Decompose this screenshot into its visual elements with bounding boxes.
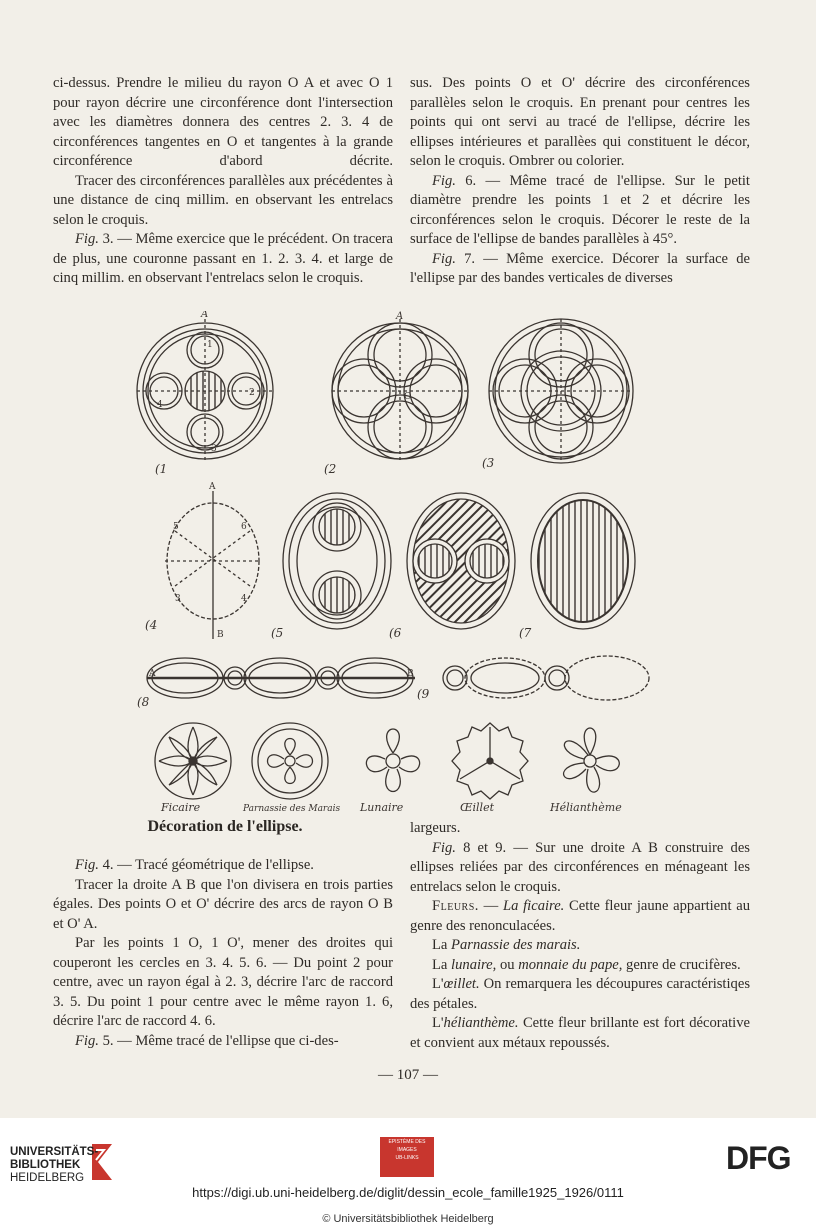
paragraph: ci-dessus. Prendre le milieu du rayon O A et avec O 1 pour rayon décrire une circonférence dont l'intersection avec les diamètres donnera des centres 2. 3. 4 de circonférences tangentes en O et tangentes à la grande circonférence d'abord décrite.: [53, 75, 393, 169]
library-name-line: UNIVERSITÄTS-: [10, 1146, 99, 1158]
dash: —: [478, 898, 503, 914]
flower-name: monnaie du pape,: [518, 956, 623, 973]
library-name-line: BIBLIOTHEK: [10, 1159, 81, 1171]
fig-number-label: (1: [155, 462, 168, 476]
paragraph-text: — Sur une droite A B construire des ellipses reliées par des circonférences en ménageant les entrelacs selon le croquis.: [410, 839, 750, 895]
dfg-logo: DFG: [726, 1140, 791, 1176]
fig-number-label: (5: [271, 626, 284, 640]
figure-8-9: [137, 656, 649, 709]
paragraph: Tracer des circonférences parallèles aux précédentes à une distance de cinq millim. en observant les entrelacs selon le croquis.: [53, 172, 393, 228]
figure-4: [145, 482, 261, 640]
paragraph: [410, 1014, 750, 1053]
fig-label: A: [201, 311, 209, 320]
flower-oeillet: [452, 723, 528, 799]
project-logo: [380, 1137, 434, 1177]
fig-label: 4: [157, 400, 163, 410]
logo-text: EPISTÈME DES: [388, 1139, 426, 1145]
flower-parnassie: [252, 723, 328, 799]
flower-lunaire: [366, 729, 419, 792]
paragraph: [410, 956, 750, 976]
flower-name: œillet.: [443, 976, 480, 992]
figure-6: [389, 493, 515, 640]
flower-label: Lunaire: [360, 801, 404, 811]
fig-label: 1: [207, 340, 213, 350]
flower-name: La ficaire.: [502, 898, 565, 914]
paragraph: [410, 839, 750, 898]
flower-label: Hélianthème: [550, 801, 622, 811]
article: L': [432, 976, 444, 992]
flower-ficaire: [155, 723, 231, 799]
fig-label: A: [396, 311, 404, 322]
fig-number: 4.: [102, 857, 114, 873]
paragraph-text: genre de crucifères.: [622, 956, 741, 973]
fig-number: 5.: [102, 1032, 114, 1049]
logo-text: IMAGES: [397, 1147, 417, 1153]
page-number: — 107 —: [378, 1067, 438, 1083]
fig-label: 3: [175, 594, 181, 604]
fig-label: O: [404, 392, 412, 402]
fig-number: 7.: [464, 250, 476, 267]
library-name: [10, 1146, 98, 1185]
flower-label: Œillet: [460, 801, 494, 811]
paragraph: largeurs.: [410, 820, 461, 836]
paragraph: [410, 936, 750, 956]
paragraph-text: — Même exercice. Décorer la surface de l'ellipse par des bandes verticales de diverses: [410, 250, 750, 286]
paragraph: [410, 250, 750, 289]
paragraph: sus. Des points O et O' décrire des circonférences parallèles selon le croquis. En prenant pour centres les points qui ont servi au tracé de l'ellipse, décrire les ellipses intérieures et parallèes qui constituent le décor, selon le croquis. Ombrer ou colorier.: [410, 75, 750, 169]
text-column-right-top: [410, 74, 750, 289]
library-name-line: HEIDELBERG: [10, 1172, 85, 1184]
text-column-right-bottom: [410, 819, 750, 1053]
fig-number-label: (4: [145, 618, 158, 632]
text-column-left-bottom: [53, 856, 393, 1051]
flower-label: Parnassie des Marais: [243, 804, 341, 811]
fig-ref: Fig.: [432, 172, 456, 189]
fig-ref: Fig.: [75, 1032, 99, 1049]
paragraph-text: — Tracé géométrique de l'ellipse.: [113, 857, 314, 873]
fig-number: 6.: [465, 172, 477, 189]
paragraph-text: Cette fleur jaune appartient au genre des renonculacées.: [410, 898, 751, 934]
flower-name: Parnassie des marais.: [451, 937, 581, 953]
flower-name: lunaire,: [451, 956, 497, 973]
fig-label: B: [407, 669, 414, 679]
text-column-left-top: [53, 74, 393, 289]
paragraph: [410, 172, 750, 250]
fig-ref: Fig.: [432, 250, 456, 267]
fig-number: 8 et 9.: [463, 839, 507, 856]
fig-ref: Fig.: [75, 231, 99, 247]
fig-number-label: (3: [482, 456, 495, 470]
figure-5: [271, 493, 391, 640]
article: La: [432, 937, 452, 953]
fig-label: 3: [211, 444, 217, 454]
section-heading: Fleurs.: [432, 898, 479, 914]
paragraph-text: — Même exercice que le précédent. On tracera de plus, une couronne passant en 1. 2. 3. 4. et large de cinq millim. en observant l'entrelacs selon le croquis.: [53, 231, 393, 286]
fig-ref: Fig.: [75, 857, 99, 873]
paragraph-text: — Même tracé de l'ellipse que ci-des-: [113, 1032, 339, 1049]
figure-1: [137, 311, 273, 476]
figure-2: [324, 311, 468, 476]
fig-label: 6: [241, 522, 247, 532]
flower-row: [155, 723, 622, 811]
paragraph: [53, 1032, 393, 1052]
ellipse-decoration-plate: [135, 311, 655, 811]
fig-ref: Fig.: [432, 839, 456, 856]
paragraph: [53, 230, 393, 289]
fig-label: A: [209, 482, 216, 492]
figure-7: [519, 493, 635, 640]
fig-number-label: (9: [417, 687, 430, 701]
flower-helianthème: [564, 728, 620, 792]
fig-number: 3.: [102, 231, 114, 247]
fig-number-label: (6: [389, 626, 402, 640]
copyright-notice: © Universitätsbibliothek Heidelberg: [322, 1213, 494, 1225]
paragraph-text: Cette fleur brillante est fort décorative et convient aux métaux repoussés.: [410, 1015, 750, 1051]
fig-number-label: (8: [137, 695, 150, 709]
fig-label: 2: [249, 388, 255, 398]
fig-label: 5: [173, 522, 179, 532]
flower-name: hélianthème.: [443, 1015, 519, 1031]
paragraph: Par les points 1 O, 1 O', mener des droites qui couperont les cercles en 3. 4. 5. 6. — Du point 2 pour centre, avec un rayon égal à 2. 3, décrire l'arc de raccord 3. 5. Du point 1 pour centre avec le même rayon 1. 6, décrire l'arc de raccord 4. 6.: [53, 935, 393, 1029]
fig-number-label: (2: [324, 462, 337, 476]
paragraph: [410, 975, 750, 1014]
figure-3: [482, 319, 633, 470]
article: La: [432, 956, 452, 973]
figure-caption: Décoration de l'ellipse.: [147, 818, 303, 835]
paragraph: Tracer la droite A B que l'on divisera en trois parties égales. Des points O et O' décrire des arcs de rayon O B et O' A.: [53, 876, 393, 932]
fig-label: A: [149, 669, 156, 679]
source-url-link[interactable]: https://digi.ub.uni-heidelberg.de/diglit/dessin_ecole_famille1925_1926/0111: [192, 1185, 624, 1200]
paragraph: [53, 856, 393, 876]
fig-label: 4: [241, 594, 247, 604]
paragraph: [410, 897, 750, 936]
fig-number-label: (7: [519, 626, 532, 640]
fig-label: B: [217, 630, 224, 640]
paragraph-text: On remarquera les découpures caractéristiqes des pétales.: [410, 976, 750, 1012]
paragraph-text: — Même tracé de l'ellipse. Sur le petit diamètre prendre les points 1 et 2 et décrire les circonférences selon le croquis. Décorer le reste de la surface de l'ellipse de bandes parallèles à 45°.: [410, 172, 750, 247]
connector: ou: [496, 956, 519, 973]
logo-text: UB-LINKS: [395, 1155, 419, 1161]
article: L': [432, 1015, 444, 1031]
flower-label: Ficaire: [161, 801, 201, 811]
